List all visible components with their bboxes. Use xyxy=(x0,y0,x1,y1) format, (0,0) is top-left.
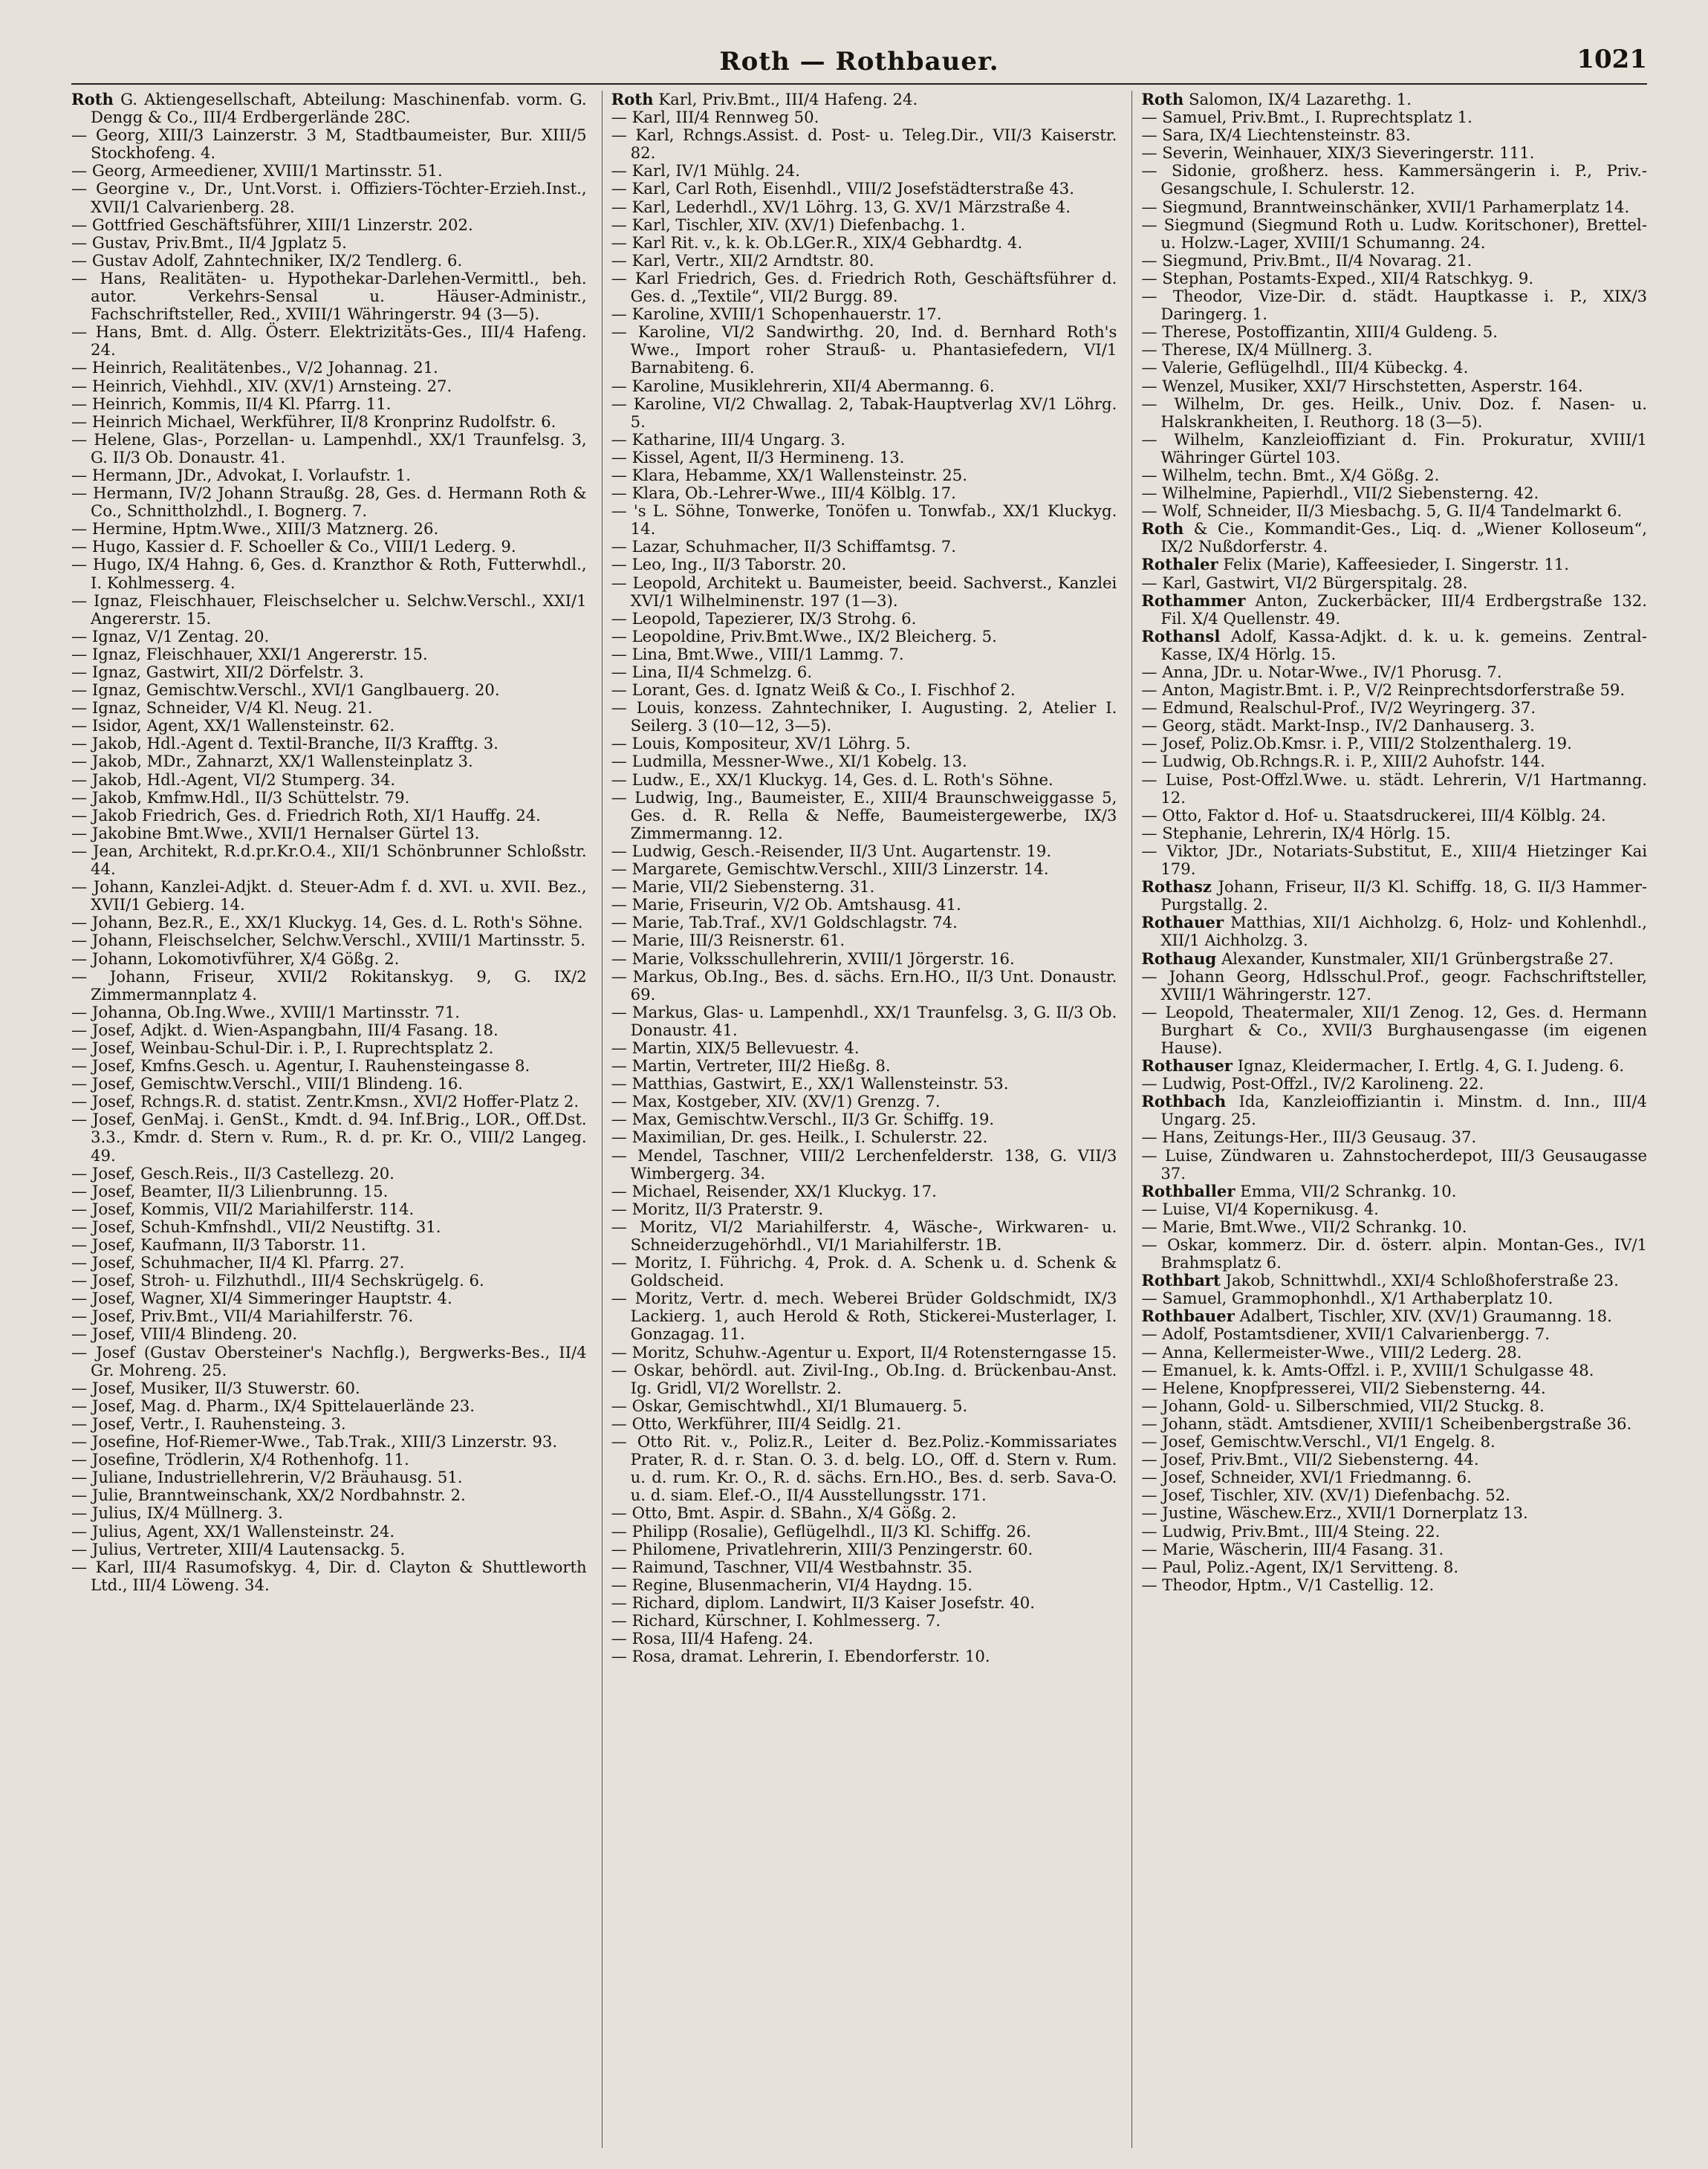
directory-entry: — Josef, Vertr., I. Rauhensteing. 3. xyxy=(71,1414,346,1433)
directory-entry: — Oskar, Gemischtwhdl., XI/1 Blumauerg. 5. xyxy=(611,1396,968,1415)
directory-entry: — Julie, Branntweinschank, XX/2 Nordbahnstr. 2. xyxy=(71,1486,466,1505)
directory-entry: — Wilhelm, Kanzleioffiziant d. Fin. Prokuratur, XVIII/1 Währinger Gürtel 103. xyxy=(1141,429,1647,466)
directory-entry: — Stephanie, Lehrerin, IX/4 Hörlg. 15. xyxy=(1141,823,1451,842)
directory-entry: — Oskar, behördl. aut. Zivil-Ing., Ob.Ing. d. Brückenbau-Anst. Ig. Gridl, VI/2 Worellstr. 2. xyxy=(611,1360,1117,1397)
directory-entry: — Siegmund, Priv.Bmt., II/4 Novarag. 21. xyxy=(1141,250,1472,270)
directory-entry: — Josef, Schneider, XVI/1 Friedmanng. 6. xyxy=(1141,1468,1472,1487)
directory-entry: — Johann, Kanzlei-Adjkt. d. Steuer-Adm f. d. XVI. u. XVII. Bez., XVII/1 Gebierg. 14. xyxy=(71,877,587,914)
directory-entry: — Karl Friedrich, Ges. d. Friedrich Roth, Geschäftsführer d. Ges. d. „Textile“, VII/2 Burgg. 89. xyxy=(611,268,1117,306)
directory-entry: — Gustav, Priv.Bmt., II/4 Jgplatz 5. xyxy=(71,232,347,252)
directory-entry: — Rosa, III/4 Hafeng. 24. xyxy=(611,1629,814,1648)
directory-entry: — Samuel, Priv.Bmt., I. Ruprechtsplatz 1. xyxy=(1141,108,1472,127)
directory-entry: — Isidor, Agent, XX/1 Wallensteinstr. 62. xyxy=(71,716,395,735)
directory-entry: — Marie, III/3 Reisnerstr. 61. xyxy=(611,931,845,950)
directory-entry: — Ignaz, Gastwirt, XII/2 Dörfelstr. 3. xyxy=(71,663,364,681)
directory-entry: Rothansl Adolf, Kassa-Adjkt. d. k. u. k. gemeins. Zentral-Kasse, IX/4 Hörlg. 15. xyxy=(1141,626,1647,663)
directory-entry: — Josef, Weinbau-Schul-Dir. i. P., I. Ruprechtsplatz 2. xyxy=(71,1038,494,1057)
directory-entry: — Anna, JDr. u. Notar-Wwe., IV/1 Phorusg. 7. xyxy=(1141,663,1502,681)
directory-entry: — Lina, Bmt.Wwe., VIII/1 Lammg. 7. xyxy=(611,644,904,663)
directory-entry: — Josef, Gesch.Reis., II/3 Castellezg. 20. xyxy=(71,1163,394,1183)
directory-entry: — Ludwig, Post-Offzl., IV/2 Karolineng. 22. xyxy=(1141,1074,1484,1093)
directory-entry: — Jakob Friedrich, Ges. d. Friedrich Roth, XI/1 Hauffg. 24. xyxy=(71,805,541,825)
directory-entry: — Marie, Friseurin, V/2 Ob. Amtshausg. 41. xyxy=(611,895,961,914)
directory-entry: — Jakob, MDr., Zahnarzt, XX/1 Wallensteinplatz 3. xyxy=(71,752,473,771)
directory-entry: — Josef, Musiker, II/3 Stuwerstr. 60. xyxy=(71,1378,360,1397)
directory-entry: — Josef, Schuhmacher, II/4 Kl. Pfarrg. 27. xyxy=(71,1253,405,1272)
directory-entry: — Michael, Reisender, XX/1 Kluckyg. 17. xyxy=(611,1181,937,1200)
directory-entry: — Leopoldine, Priv.Bmt.Wwe., IX/2 Bleicherg. 5. xyxy=(611,626,997,646)
directory-entry: — Julius, IX/4 Müllnerg. 3. xyxy=(71,1503,283,1523)
directory-entry: — Hans, Zeitungs-Her., III/3 Geusaug. 37. xyxy=(1141,1128,1477,1147)
directory-entry: — Marie, Bmt.Wwe., VII/2 Schrankg. 10. xyxy=(1141,1217,1467,1236)
directory-entry: — Josef, Gemischtw.Verschl., VI/1 Engelg. 8. xyxy=(1141,1432,1496,1451)
directory-entry: — Ludmilla, Messner-Wwe., XI/1 Kobelg. 13. xyxy=(611,752,967,771)
directory-entry: — Georg, XIII/3 Lainzerstr. 3 M, Stadtbaumeister, Bur. XIII/5 Stockhofeng. 4. xyxy=(71,126,587,163)
directory-entry: — Josef (Gustav Obersteiner's Nachflg.), Bergwerks-Bes., II/4 Gr. Mohreng. 25. xyxy=(71,1342,587,1379)
directory-entry: — Ludw., E., XX/1 Kluckyg. 14, Ges. d. L. Roth's Söhne. xyxy=(611,770,1053,789)
directory-entry: — Marie, Volksschullehrerin, XVIII/1 Jörgerstr. 16. xyxy=(611,949,1015,968)
directory-entry: — Gustav Adolf, Zahntechniker, IX/2 Tendlerg. 6. xyxy=(71,250,463,270)
directory-entry: — Hermann, JDr., Advokat, I. Vorlaufstr. 1. xyxy=(71,465,411,484)
directory-entry: Rothbach Ida, Kanzleioffiziantin i. Minstm. d. Inn., III/4 Ungarg. 25. xyxy=(1141,1092,1647,1129)
directory-entry: — Markus, Ob.Ing., Bes. d. sächs. Ern.HO., II/3 Unt. Donaustr. 69. xyxy=(611,966,1117,1004)
directory-entry: — Georg, städt. Markt-Insp., IV/2 Danhauserg. 3. xyxy=(1141,716,1535,735)
directory-entry: — Moritz, I. Führichg. 4, Prok. d. A. Schenk u. d. Schenk & Goldscheid. xyxy=(611,1253,1117,1290)
directory-entry: — Anton, Magistr.Bmt. i. P., V/2 Reinprechtsdorferstraße 59. xyxy=(1141,680,1626,700)
directory-entry: Rothbart Jakob, Schnittwhdl., XXI/4 Schloßhoferstraße 23. xyxy=(1141,1271,1619,1290)
directory-entry: — Josef, Wagner, XI/4 Simmeringer Hauptstr. 4. xyxy=(71,1289,452,1308)
directory-entry: — Heinrich, Realitätenbes., V/2 Johannag. 21. xyxy=(71,358,438,377)
directory-entry: — Sidonie, großherz. hess. Kammersängerin i. P., Priv.-Gesangschule, I. Schulerstr. 12. xyxy=(1141,161,1647,198)
directory-entry: — Jakob, Hdl.-Agent d. Textil-Branche, II/3 Krafftg. 3. xyxy=(71,734,499,753)
directory-entry: — Siegmund, Branntweinschänker, XVII/1 Parhamerplatz 14. xyxy=(1141,197,1630,216)
directory-entry: — Kissel, Agent, II/3 Hermineng. 13. xyxy=(611,447,905,466)
directory-entry: — Karl, III/4 Rasumofskyg. 4, Dir. d. Clayton & Shuttleworth Ltd., III/4 Löweng. 34. xyxy=(71,1557,587,1594)
directory-entry: — Otto Rit. v., Poliz.R., Leiter d. Bez.Poliz.-Kommissariates Prater, R. d. r. Stan. O. 3. d. belg. LO., Off. d. Stern v. Rum. u. d. rum. Kr. O., R. d. sächs. Ern.HO., Bes. d. serb. Sava-O. u. d. siam. Elef.-O., II/4 Ausstellungsstr. 171. xyxy=(611,1432,1117,1505)
directory-entry: — Johann Georg, Hdlsschul.Prof., geogr. Fachschriftsteller, XVIII/1 Währingerstr. 127. xyxy=(1141,966,1647,1004)
directory-entry: — Josef, Stroh- u. Filzhuthdl., III/4 Sechskrügelg. 6. xyxy=(71,1271,484,1290)
directory-entry: — Martin, XIX/5 Bellevuestr. 4. xyxy=(611,1038,860,1057)
column-right xyxy=(1131,91,1647,2148)
directory-entry: — Jean, Architekt, R.d.pr.Kr.O.4., XII/1 Schönbrunner Schloßstr. 44. xyxy=(71,841,587,879)
directory-entry: Rothauer Matthias, XII/1 Aichholzg. 6, Holz- und Kohlenhdl., XII/1 Aichholzg. 3. xyxy=(1141,913,1647,950)
directory-entry: — Klara, Ob.-Lehrer-Wwe., III/4 Kölblg. 17. xyxy=(611,484,956,503)
directory-entry: — Johann, Bez.R., E., XX/1 Kluckyg. 14, Ges. d. L. Roth's Söhne. xyxy=(71,913,583,932)
directory-entry: — Karl, Vertr., XII/2 Arndtstr. 80. xyxy=(611,250,874,270)
directory-entry: — Sara, IX/4 Liechtensteinstr. 83. xyxy=(1141,126,1411,145)
directory-entry: — Johann, Lokomotivführer, X/4 Gößg. 2. xyxy=(71,949,400,968)
directory-entry: — 's L. Söhne, Tonwerke, Tonöfen u. Tonwfab., XX/1 Kluckyg. 14. xyxy=(611,501,1117,539)
directory-entry: — Josef, Adjkt. d. Wien-Aspangbahn, III/4 Fasang. 18. xyxy=(71,1020,499,1039)
column-left xyxy=(71,91,587,2148)
directory-entry: Rothauser Ignaz, Kleidermacher, I. Ertlg. 4, G. I. Judeng. 6. xyxy=(1141,1056,1625,1076)
directory-entry: — Jakob, Kmfmw.Hdl., II/3 Schüttelstr. 79. xyxy=(71,787,410,807)
directory-entry: — Josef, GenMaj. i. GenSt., Kmdt. d. 94. Inf.Brig., LOR., Off.Dst. 3.3., Kmdr. d. Stern v. Rum., R. d. pr. Kr. O., VIII/2 Langeg. 49. xyxy=(71,1110,587,1165)
directory-entry: — Josef, Mag. d. Pharm., IX/4 Spittelauerlände 23. xyxy=(71,1396,475,1415)
directory-entry: — Richard, Kürschner, I. Kohlmesserg. 7. xyxy=(611,1610,941,1630)
directory-entry: — Louis, konzess. Zahntechniker, I. Augusting. 2, Atelier I. Seilerg. 3 (10—12, 3—5). xyxy=(611,698,1117,735)
directory-entry: — Heinrich Michael, Werkführer, II/8 Kronprinz Rudolfstr. 6. xyxy=(71,412,556,431)
directory-entry: — Julius, Agent, XX/1 Wallensteinstr. 24. xyxy=(71,1521,395,1541)
directory-entry: — Karl, Carl Roth, Eisenhdl., VIII/2 Josefstädterstraße 43. xyxy=(611,179,1075,198)
directory-entry: Rothammer Anton, Zuckerbäcker, III/4 Erdbergstraße 132. Fil. X/4 Quellenstr. 49. xyxy=(1141,591,1647,628)
directory-entry: — Karoline, VI/2 Sandwirthg. 20, Ind. d. Bernhard Roth's Wwe., Import roher Strauß- u. Phantasiefedern, VI/1 Barnabiteng. 6. xyxy=(611,322,1117,377)
directory-entry: — Karl, Tischler, XIV. (XV/1) Diefenbachg. 1. xyxy=(611,215,966,234)
directory-entry: — Josefine, Hof-Riemer-Wwe., Tab.Trak., XIII/3 Linzerstr. 93. xyxy=(71,1432,558,1451)
directory-entry: — Josef, Priv.Bmt., VII/2 Siebensterng. 44. xyxy=(1141,1450,1479,1469)
directory-entry: — Georg, Armeediener, XVIII/1 Martinsstr. 51. xyxy=(71,161,443,181)
directory-entry: — Johann, Friseur, XVII/2 Rokitanskyg. 9, G. IX/2 Zimmermannplatz 4. xyxy=(71,966,587,1004)
directory-entry: — Rosa, dramat. Lehrerin, I. Ebendorferstr. 10. xyxy=(611,1647,990,1666)
columns xyxy=(71,91,1647,2148)
directory-entry: — Gottfried Geschäftsführer, XIII/1 Linzerstr. 202. xyxy=(71,215,473,234)
directory-entry: — Hugo, IX/4 Hahng. 6, Ges. d. Kranzthor & Roth, Futterwhdl., I. Kohlmesserg. 4. xyxy=(71,555,587,592)
directory-entry: — Josef, Poliz.Ob.Kmsr. i. P., VIII/2 Stolzenthalerg. 19. xyxy=(1141,734,1572,753)
directory-entry: — Samuel, Grammophonhdl., X/1 Arthaberplatz 10. xyxy=(1141,1289,1553,1308)
directory-entry: — Josef, Kaufmann, II/3 Taborstr. 11. xyxy=(71,1235,366,1254)
directory-entry: — Hugo, Kassier d. F. Schoeller & Co., VIII/1 Lederg. 9. xyxy=(71,537,516,556)
directory-entry: — Karl Rit. v., k. k. Ob.LGer.R., XIX/4 Gebhardtg. 4. xyxy=(611,232,1023,252)
directory-entry: — Raimund, Taschner, VII/4 Westbahnstr. 35. xyxy=(611,1557,973,1576)
directory-entry: — Severin, Weinhauer, XIX/3 Sieveringerstr. 111. xyxy=(1141,143,1535,163)
directory-entry: Rothbauer Adalbert, Tischler, XIV. (XV/1) Graumanng. 18. xyxy=(1141,1307,1612,1326)
directory-entry: — Heinrich, Kommis, II/4 Kl. Pfarrg. 11. xyxy=(71,394,392,413)
directory-entry: — Oskar, kommerz. Dir. d. österr. alpin. Montan-Ges., IV/1 Brahmsplatz 6. xyxy=(1141,1235,1647,1272)
directory-entry: — Moritz, Vertr. d. mech. Weberei Brüder Goldschmidt, IX/3 Lackierg. 1, auch Herold & Roth, Stickerei-Musterlager, I. Gonzagag. 11. xyxy=(611,1289,1117,1344)
directory-entry: Roth & Cie., Kommandit-Ges., Liq. d. „Wiener Kolloseum“, IX/2 Nußdorferstr. 4. xyxy=(1141,519,1647,556)
page-header xyxy=(71,40,1647,85)
directory-entry: — Josef, Rchngs.R. d. statist. Zentr.Kmsn., XVI/2 Hoffer-Platz 2. xyxy=(71,1092,579,1111)
directory-entry: — Stephan, Postamts-Exped., XII/4 Ratschkyg. 9. xyxy=(1141,268,1534,287)
running-title: Roth — Rothbauer. xyxy=(719,47,999,77)
directory-entry: — Adolf, Postamtsdiener, XVII/1 Calvarienbergg. 7. xyxy=(1141,1324,1550,1344)
directory-entry: — Markus, Glas- u. Lampenhdl., XX/1 Traunfelsg. 3, G. II/3 Ob. Donaustr. 41. xyxy=(611,1002,1117,1039)
directory-entry: — Theodor, Hptm., V/1 Castellig. 12. xyxy=(1141,1575,1435,1594)
directory-entry: — Max, Gemischtw.Verschl., II/3 Gr. Schiffg. 19. xyxy=(611,1110,995,1129)
directory-entry: — Josef, Tischler, XIV. (XV/1) Diefenbachg. 52. xyxy=(1141,1486,1510,1505)
directory-entry: — Josef, Priv.Bmt., VII/4 Mariahilferstr. 76. xyxy=(71,1307,414,1326)
directory-entry: — Josef, Kommis, VII/2 Mariahilferstr. 114. xyxy=(71,1199,415,1218)
directory-entry: — Ignaz, Schneider, V/4 Kl. Neug. 21. xyxy=(71,698,373,718)
directory-entry: — Georgine v., Dr., Unt.Vorst. i. Offiziers-Töchter-Erzieh.Inst., XVII/1 Calvarienberg. 28. xyxy=(71,179,587,216)
directory-entry: — Therese, IX/4 Müllnerg. 3. xyxy=(1141,340,1373,360)
directory-entry: — Wolf, Schneider, II/3 Miesbachg. 5, G. II/4 Tandelmarkt 6. xyxy=(1141,501,1623,521)
directory-entry: — Wenzel, Musiker, XXI/7 Hirschstetten, Asperstr. 164. xyxy=(1141,376,1583,395)
directory-entry: Roth Karl, Priv.Bmt., III/4 Hafeng. 24. xyxy=(611,91,918,108)
directory-entry: — Ignaz, V/1 Zentag. 20. xyxy=(71,626,270,646)
directory-entry: — Otto, Bmt. Aspir. d. SBahn., X/4 Gößg. 2. xyxy=(611,1503,957,1523)
directory-entry: — Hermann, IV/2 Johann Straußg. 28, Ges. d. Hermann Roth & Co., Schnittholzhdl., I. Bognerg. 7. xyxy=(71,484,587,521)
directory-entry: — Wilhelm, techn. Bmt., X/4 Gößg. 2. xyxy=(1141,465,1440,484)
directory-entry: — Paul, Poliz.-Agent, IX/1 Servitteng. 8. xyxy=(1141,1557,1459,1576)
directory-entry: — Karl, Lederhdl., XV/1 Löhrg. 13, G. XV/1 Märzstraße 4. xyxy=(611,197,1071,216)
directory-entry: — Karl, IV/1 Mühlg. 24. xyxy=(611,161,800,181)
directory-entry: — Margarete, Gemischtw.Verschl., XIII/3 Linzerstr. 14. xyxy=(611,859,1049,879)
directory-entry: — Lazar, Schuhmacher, II/3 Schiffamtsg. 7. xyxy=(611,537,957,556)
directory-entry: — Leopold, Tapezierer, IX/3 Strohg. 6. xyxy=(611,608,917,628)
page-number: 1021 xyxy=(1577,45,1647,74)
directory-entry: — Leo, Ing., II/3 Taborstr. 20. xyxy=(611,555,847,574)
directory-entry: — Josef, Schuh-Kmfnshdl., VII/2 Neustiftg. 31. xyxy=(71,1217,441,1236)
directory-entry: — Philomene, Privatlehrerin, XIII/3 Penzingerstr. 60. xyxy=(611,1539,1033,1558)
directory-entry: — Karl, Rchngs.Assist. d. Post- u. Teleg.Dir., VII/3 Kaiserstr. 82. xyxy=(611,126,1117,163)
directory-entry: — Ludwig, Gesch.-Reisender, II/3 Unt. Augartenstr. 19. xyxy=(611,841,1052,860)
directory-entry: — Luise, VI/4 Kopernikusg. 4. xyxy=(1141,1199,1379,1218)
directory-entry: — Richard, diplom. Landwirt, II/3 Kaiser Josefstr. 40. xyxy=(611,1593,1035,1612)
column-middle xyxy=(602,91,1117,2148)
directory-entry: — Luise, Zündwaren u. Zahnstocherdepot, III/3 Geusaugasse 37. xyxy=(1141,1145,1647,1183)
directory-entry: Rothasz Johann, Friseur, II/3 Kl. Schiffg. 18, G. II/3 Hammer-Purgstallg. 2. xyxy=(1141,877,1647,914)
directory-entry: — Philipp (Rosalie), Geflügelhdl., II/3 Kl. Schiffg. 26. xyxy=(611,1521,1032,1541)
directory-entry: — Johann, städt. Amtsdiener, XVIII/1 Scheibenbergstraße 36. xyxy=(1141,1414,1632,1433)
directory-entry: — Josefine, Trödlerin, X/4 Rothenhofg. 11. xyxy=(71,1450,409,1469)
directory-entry: — Viktor, JDr., Notariats-Substitut, E., XIII/4 Hietzinger Kai 179. xyxy=(1141,841,1647,879)
directory-entry: — Helene, Knopfpresserei, VII/2 Siebensterng. 44. xyxy=(1141,1378,1546,1397)
directory-entry: — Otto, Werkführer, III/4 Seidlg. 21. xyxy=(611,1414,902,1433)
directory-entry: — Ignaz, Gemischtw.Verschl., XVI/1 Ganglbauerg. 20. xyxy=(71,680,500,700)
directory-entry: — Anna, Kellermeister-Wwe., VIII/2 Lederg. 28. xyxy=(1141,1342,1522,1362)
directory-entry: — Ignaz, Fleischhauer, XXI/1 Angererstr. 15. xyxy=(71,644,428,663)
directory-entry: Rothaler Felix (Marie), Kaffeesieder, I. Singerstr. 11. xyxy=(1141,555,1570,574)
directory-entry: — Matthias, Gastwirt, E., XX/1 Wallensteinstr. 53. xyxy=(611,1074,1009,1093)
directory-entry: Roth G. Aktiengesellschaft, Abteilung: Maschinenfab. vorm. G. Dengg & Co., III/4 Erdbergerlände 28C. xyxy=(71,91,587,127)
directory-entry: — Louis, Kompositeur, XV/1 Löhrg. 5. xyxy=(611,734,911,753)
directory-entry: — Moritz, Schuhw.-Agentur u. Export, II/4 Rotensterngasse 15. xyxy=(611,1342,1117,1362)
directory-entry: — Siegmund (Siegmund Roth u. Ludw. Koritschoner), Brettel- u. Holzw.-Lager, XVIII/1 Schumanng. 24. xyxy=(1141,215,1647,252)
directory-entry: — Ludwig, Ing., Baumeister, E., XIII/4 Braunschweiggasse 5, Ges. d. R. Rella & Neffe, Baumeistergewerbe, IX/3 Zimmermanng. 12. xyxy=(611,787,1117,842)
directory-entry: — Martin, Vertreter, III/2 Hießg. 8. xyxy=(611,1056,891,1076)
directory-entry: — Johanna, Ob.Ing.Wwe., XVIII/1 Martinsstr. 71. xyxy=(71,1002,460,1021)
directory-entry: — Otto, Faktor d. Hof- u. Staatsdruckerei, III/4 Kölblg. 24. xyxy=(1141,805,1606,825)
directory-entry: — Leopold, Architekt u. Baumeister, beeid. Sachverst., Kanzlei XVI/1 Wilhelminenstr. 197 (1—3). xyxy=(611,573,1117,610)
directory-entry: — Johann, Fleischselcher, Selchw.Verschl., XVIII/1 Martinsstr. 5. xyxy=(71,931,585,950)
directory-entry: — Heinrich, Viehhdl., XIV. (XV/1) Arnsteing. 27. xyxy=(71,376,452,395)
directory-entry: Roth Salomon, IX/4 Lazarethg. 1. xyxy=(1141,91,1412,108)
directory-entry: — Marie, Tab.Traf., XV/1 Goldschlagstr. 74. xyxy=(611,913,958,932)
directory-entry: — Josef, Gemischtw.Verschl., VIII/1 Blindeng. 16. xyxy=(71,1074,464,1093)
directory-entry: — Karoline, XVIII/1 Schopenhauerstr. 17. xyxy=(611,305,942,324)
directory-entry: — Hans, Bmt. d. Allg. Österr. Elektrizitäts-Ges., III/4 Hafeng. 24. xyxy=(71,322,587,360)
directory-entry: — Mendel, Taschner, VIII/2 Lerchenfelderstr. 138, G. VII/3 Wimbergerg. 34. xyxy=(611,1145,1117,1183)
directory-entry: — Karoline, Musiklehrerin, XII/4 Abermanng. 6. xyxy=(611,376,995,395)
directory-entry: — Jakob, Hdl.-Agent, VI/2 Stumperg. 34. xyxy=(71,770,396,789)
directory-entry: — Maximilian, Dr. ges. Heilk., I. Schulerstr. 22. xyxy=(611,1128,988,1147)
directory-entry: — Johann, Gold- u. Silberschmied, VII/2 Stuckg. 8. xyxy=(1141,1396,1545,1415)
directory-entry: — Juliane, Industriellehrerin, V/2 Bräuhausg. 51. xyxy=(71,1468,463,1487)
directory-entry: — Moritz, II/3 Praterstr. 9. xyxy=(611,1199,824,1218)
directory-entry: — Ludwig, Ob.Rchngs.R. i. P., XIII/2 Auhofstr. 144. xyxy=(1141,752,1545,771)
directory-entry: — Josef, Beamter, II/3 Lilienbrunng. 15. xyxy=(71,1181,389,1200)
directory-entry: — Marie, Wäscherin, III/4 Fasang. 31. xyxy=(1141,1539,1444,1558)
directory-entry: — Helene, Glas-, Porzellan- u. Lampenhdl., XX/1 Traunfelsg. 3, G. II/3 Ob. Donaustr. 41. xyxy=(71,429,587,466)
directory-entry: — Lorant, Ges. d. Ignatz Weiß & Co., I. Fischhof 2. xyxy=(611,680,1016,700)
directory-entry: — Moritz, VI/2 Mariahilferstr. 4, Wäsche-, Wirkwaren- u. Schneiderzugehörhdl., VI/1 Mariahilferstr. 1B. xyxy=(611,1217,1117,1254)
directory-entry: — Ludwig, Priv.Bmt., III/4 Steing. 22. xyxy=(1141,1521,1441,1541)
directory-entry: — Justine, Wäschew.Erz., XVII/1 Dornerplatz 13. xyxy=(1141,1503,1528,1523)
directory-entry: Rothballer Emma, VII/2 Schrankg. 10. xyxy=(1141,1181,1457,1200)
directory-entry: — Valerie, Geflügelhdl., III/4 Kübeckg. 4. xyxy=(1141,358,1469,377)
directory-entry: — Hans, Realitäten- u. Hypothekar-Darlehen-Vermittl., beh. autor. Verkehrs-Sensal u. Häuser-Administr., Fachschriftsteller, Red., XVIII/1 Währingerstr. 94 (3—5). xyxy=(71,268,587,324)
directory-entry: — Max, Kostgeber, XIV. (XV/1) Grenzg. 7. xyxy=(611,1092,941,1111)
directory-entry: — Marie, VII/2 Siebensterng. 31. xyxy=(611,877,875,897)
directory-entry: — Julius, Vertreter, XIII/4 Lautensackg. 5. xyxy=(71,1539,406,1558)
directory-entry: — Katharine, III/4 Ungarg. 3. xyxy=(611,429,845,449)
directory-entry: — Wilhelmine, Papierhdl., VII/2 Siebensterng. 42. xyxy=(1141,484,1539,503)
directory-entry: — Karl, III/4 Rennweg 50. xyxy=(611,108,819,127)
directory-entry: — Edmund, Realschul-Prof., IV/2 Weyringerg. 37. xyxy=(1141,698,1536,718)
directory-entry: — Josef, Kmfns.Gesch. u. Agentur, I. Rauhensteingasse 8. xyxy=(71,1056,530,1076)
directory-entry: — Karl, Gastwirt, VI/2 Bürgerspitalg. 28. xyxy=(1141,573,1468,592)
directory-entry: — Karoline, VI/2 Chwallag. 2, Tabak-Hauptverlag XV/1 Löhrg. 5. xyxy=(611,394,1117,431)
directory-entry: — Theodor, Vize-Dir. d. städt. Hauptkasse i. P., XIX/3 Daringerg. 1. xyxy=(1141,287,1647,324)
directory-entry: — Wilhelm, Dr. ges. Heilk., Univ. Doz. f. Nasen- u. Halskrankheiten, I. Reuthorg. 18 (3—5). xyxy=(1141,394,1647,431)
directory-entry: — Josef, VIII/4 Blindeng. 20. xyxy=(71,1324,298,1344)
directory-entry: — Lina, II/4 Schmelzg. 6. xyxy=(611,663,813,681)
directory-entry: — Leopold, Theatermaler, XII/1 Zenog. 12, Ges. d. Hermann Burghart & Co., XVII/3 Burghausengasse (im eigenen Hause). xyxy=(1141,1002,1647,1057)
directory-entry: — Ignaz, Fleischhauer, Fleischselcher u. Selchw.Verschl., XXI/1 Angererstr. 15. xyxy=(71,591,587,628)
directory-entry: — Regine, Blusenmacherin, VI/4 Haydng. 15. xyxy=(611,1575,972,1594)
directory-entry: — Emanuel, k. k. Amts-Offzl. i. P., XVIII/1 Schulgasse 48. xyxy=(1141,1360,1594,1379)
directory-entry: — Jakobine Bmt.Wwe., XVII/1 Hernalser Gürtel 13. xyxy=(71,823,480,842)
directory-entry: — Klara, Hebamme, XX/1 Wallensteinstr. 25. xyxy=(611,465,967,484)
directory-entry: — Therese, Postoffizantin, XIII/4 Guldeng. 5. xyxy=(1141,322,1498,342)
directory-entry: Rothaug Alexander, Kunstmaler, XII/1 Grünbergstraße 27. xyxy=(1141,949,1614,968)
directory-entry: — Luise, Post-Offzl.Wwe. u. städt. Lehrerin, V/1 Hartmanng. 12. xyxy=(1141,770,1647,807)
directory-entry: — Hermine, Hptm.Wwe., XIII/3 Matznerg. 26. xyxy=(71,519,439,539)
